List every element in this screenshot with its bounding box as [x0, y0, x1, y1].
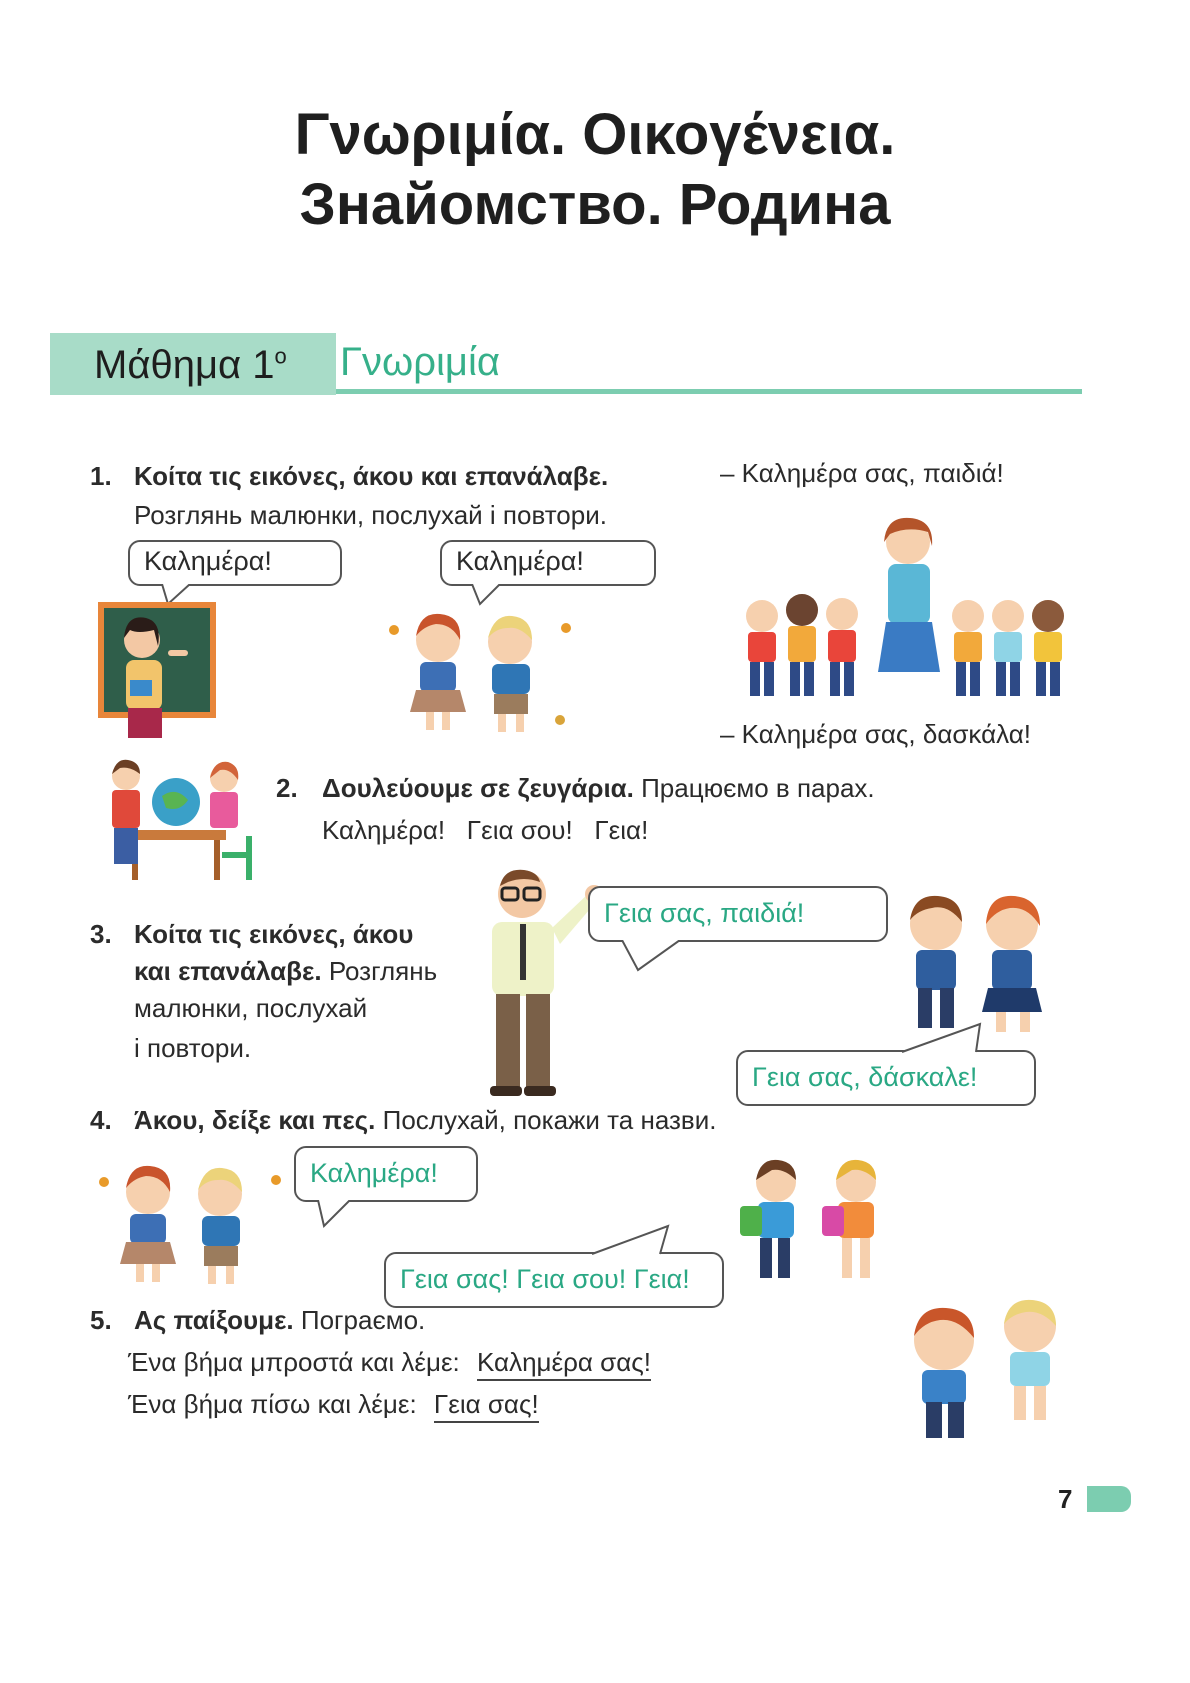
- task5-instruction-ua: Пограємо.: [300, 1305, 426, 1335]
- task1-bubble-2: Καλημέρα!: [440, 540, 656, 586]
- bubble-tail: [590, 1224, 680, 1256]
- bubble-tail: [900, 1022, 990, 1054]
- task5-line1-prefix: Ένα βήμα μπροστά και λέμε:: [128, 1347, 460, 1377]
- lesson-underline: [336, 389, 1082, 394]
- two-kids-illustration: [888, 884, 1068, 1044]
- teacher-class-illustration: [736, 512, 1076, 702]
- task5-instruction: [134, 1302, 425, 1338]
- lesson-label-band: [50, 333, 336, 395]
- task3-instruction-gr-1: Κοίτα τις εικόνες, άκου: [134, 919, 414, 949]
- task4-instruction-ua: Послухай, покажи та назви.: [382, 1105, 717, 1135]
- task3-bubble-kids: Γεια σας, δάσκαλε!: [736, 1050, 1036, 1106]
- kids-walking-illustration: [726, 1152, 916, 1302]
- kids-running-illustration: [890, 1290, 1080, 1450]
- kids-pair-illustration: [380, 600, 580, 740]
- task4-instruction: [134, 1102, 717, 1138]
- task1-kids-line: – Καλημέρα σας, δασκάλα!: [720, 719, 1031, 749]
- task5-line1-answer: Καλημέρα σας!: [477, 1347, 651, 1381]
- task2-instruction-ua: Працюємо в парах.: [641, 773, 875, 803]
- task1-instruction-ua: Розглянь малюнки, послухай і повтори.: [134, 500, 607, 530]
- task5-line2-prefix: Ένα βήμα πίσω και λέμε:: [128, 1389, 417, 1419]
- task2-instruction: [322, 770, 875, 806]
- task5-line2: [128, 1386, 539, 1422]
- task4-bubble-1: Καλημέρα!: [294, 1146, 478, 1202]
- task2-phrases: Καλημέρα! Γεια σου! Γεια!: [322, 815, 649, 845]
- task3-instruction-gr-2: και επανάλαβε.: [134, 956, 322, 986]
- task3-instruction-ua-1: Розглянь: [328, 956, 438, 986]
- task1-number: 1.: [90, 461, 112, 491]
- kids-pair-illustration-2: [90, 1152, 290, 1292]
- task1-teacher-line: – Καλημέρα σας, παιδιά!: [720, 458, 1004, 488]
- page-number: 7: [1058, 1484, 1073, 1514]
- task2-number: 2.: [276, 773, 298, 803]
- task4-instruction-gr: Άκου, δείξε και πες.: [134, 1105, 376, 1135]
- task3-number: 3.: [90, 919, 112, 949]
- task4-bubble-2: Γεια σας! Γεια σου! Γεια!: [384, 1252, 724, 1308]
- page-title-line1: Γνωριμία. Οικογένεια.: [294, 102, 896, 167]
- task2-instruction-gr: Δουλεύουμε σε ζευγάρια.: [322, 773, 634, 803]
- task5-line1: [128, 1344, 651, 1380]
- task3-instruction-ua-2: малюнки, послухай: [134, 993, 368, 1023]
- task4-number: 4.: [90, 1105, 112, 1135]
- task5-instruction-gr: Ας παίξουμε.: [134, 1305, 294, 1335]
- teacher-blackboard-illustration: [96, 600, 220, 740]
- bubble-tail: [316, 1200, 366, 1230]
- task5-number: 5.: [90, 1305, 112, 1335]
- lesson-label: Μάθημα $1^o$: [94, 343, 287, 387]
- lesson-name: Γνωριμία: [340, 340, 500, 384]
- bubble-tail: [620, 940, 700, 974]
- task3-instruction-line2: [134, 953, 437, 989]
- page-number-tab: [1087, 1486, 1131, 1512]
- page-title-line2: Знайомство. Родина: [299, 172, 891, 237]
- task1-instruction-gr: Κοίτα τις εικόνες, άκου και επανάλαβε.: [134, 461, 609, 491]
- task3-instruction-ua-3: і повтори.: [134, 1033, 252, 1063]
- task1-bubble-1: Καλημέρα!: [128, 540, 342, 586]
- task3-bubble-teacher: Γεια σας, παιδιά!: [588, 886, 888, 942]
- kids-globe-illustration: [96, 756, 256, 886]
- task5-line2-answer: Γεια σας!: [434, 1389, 539, 1423]
